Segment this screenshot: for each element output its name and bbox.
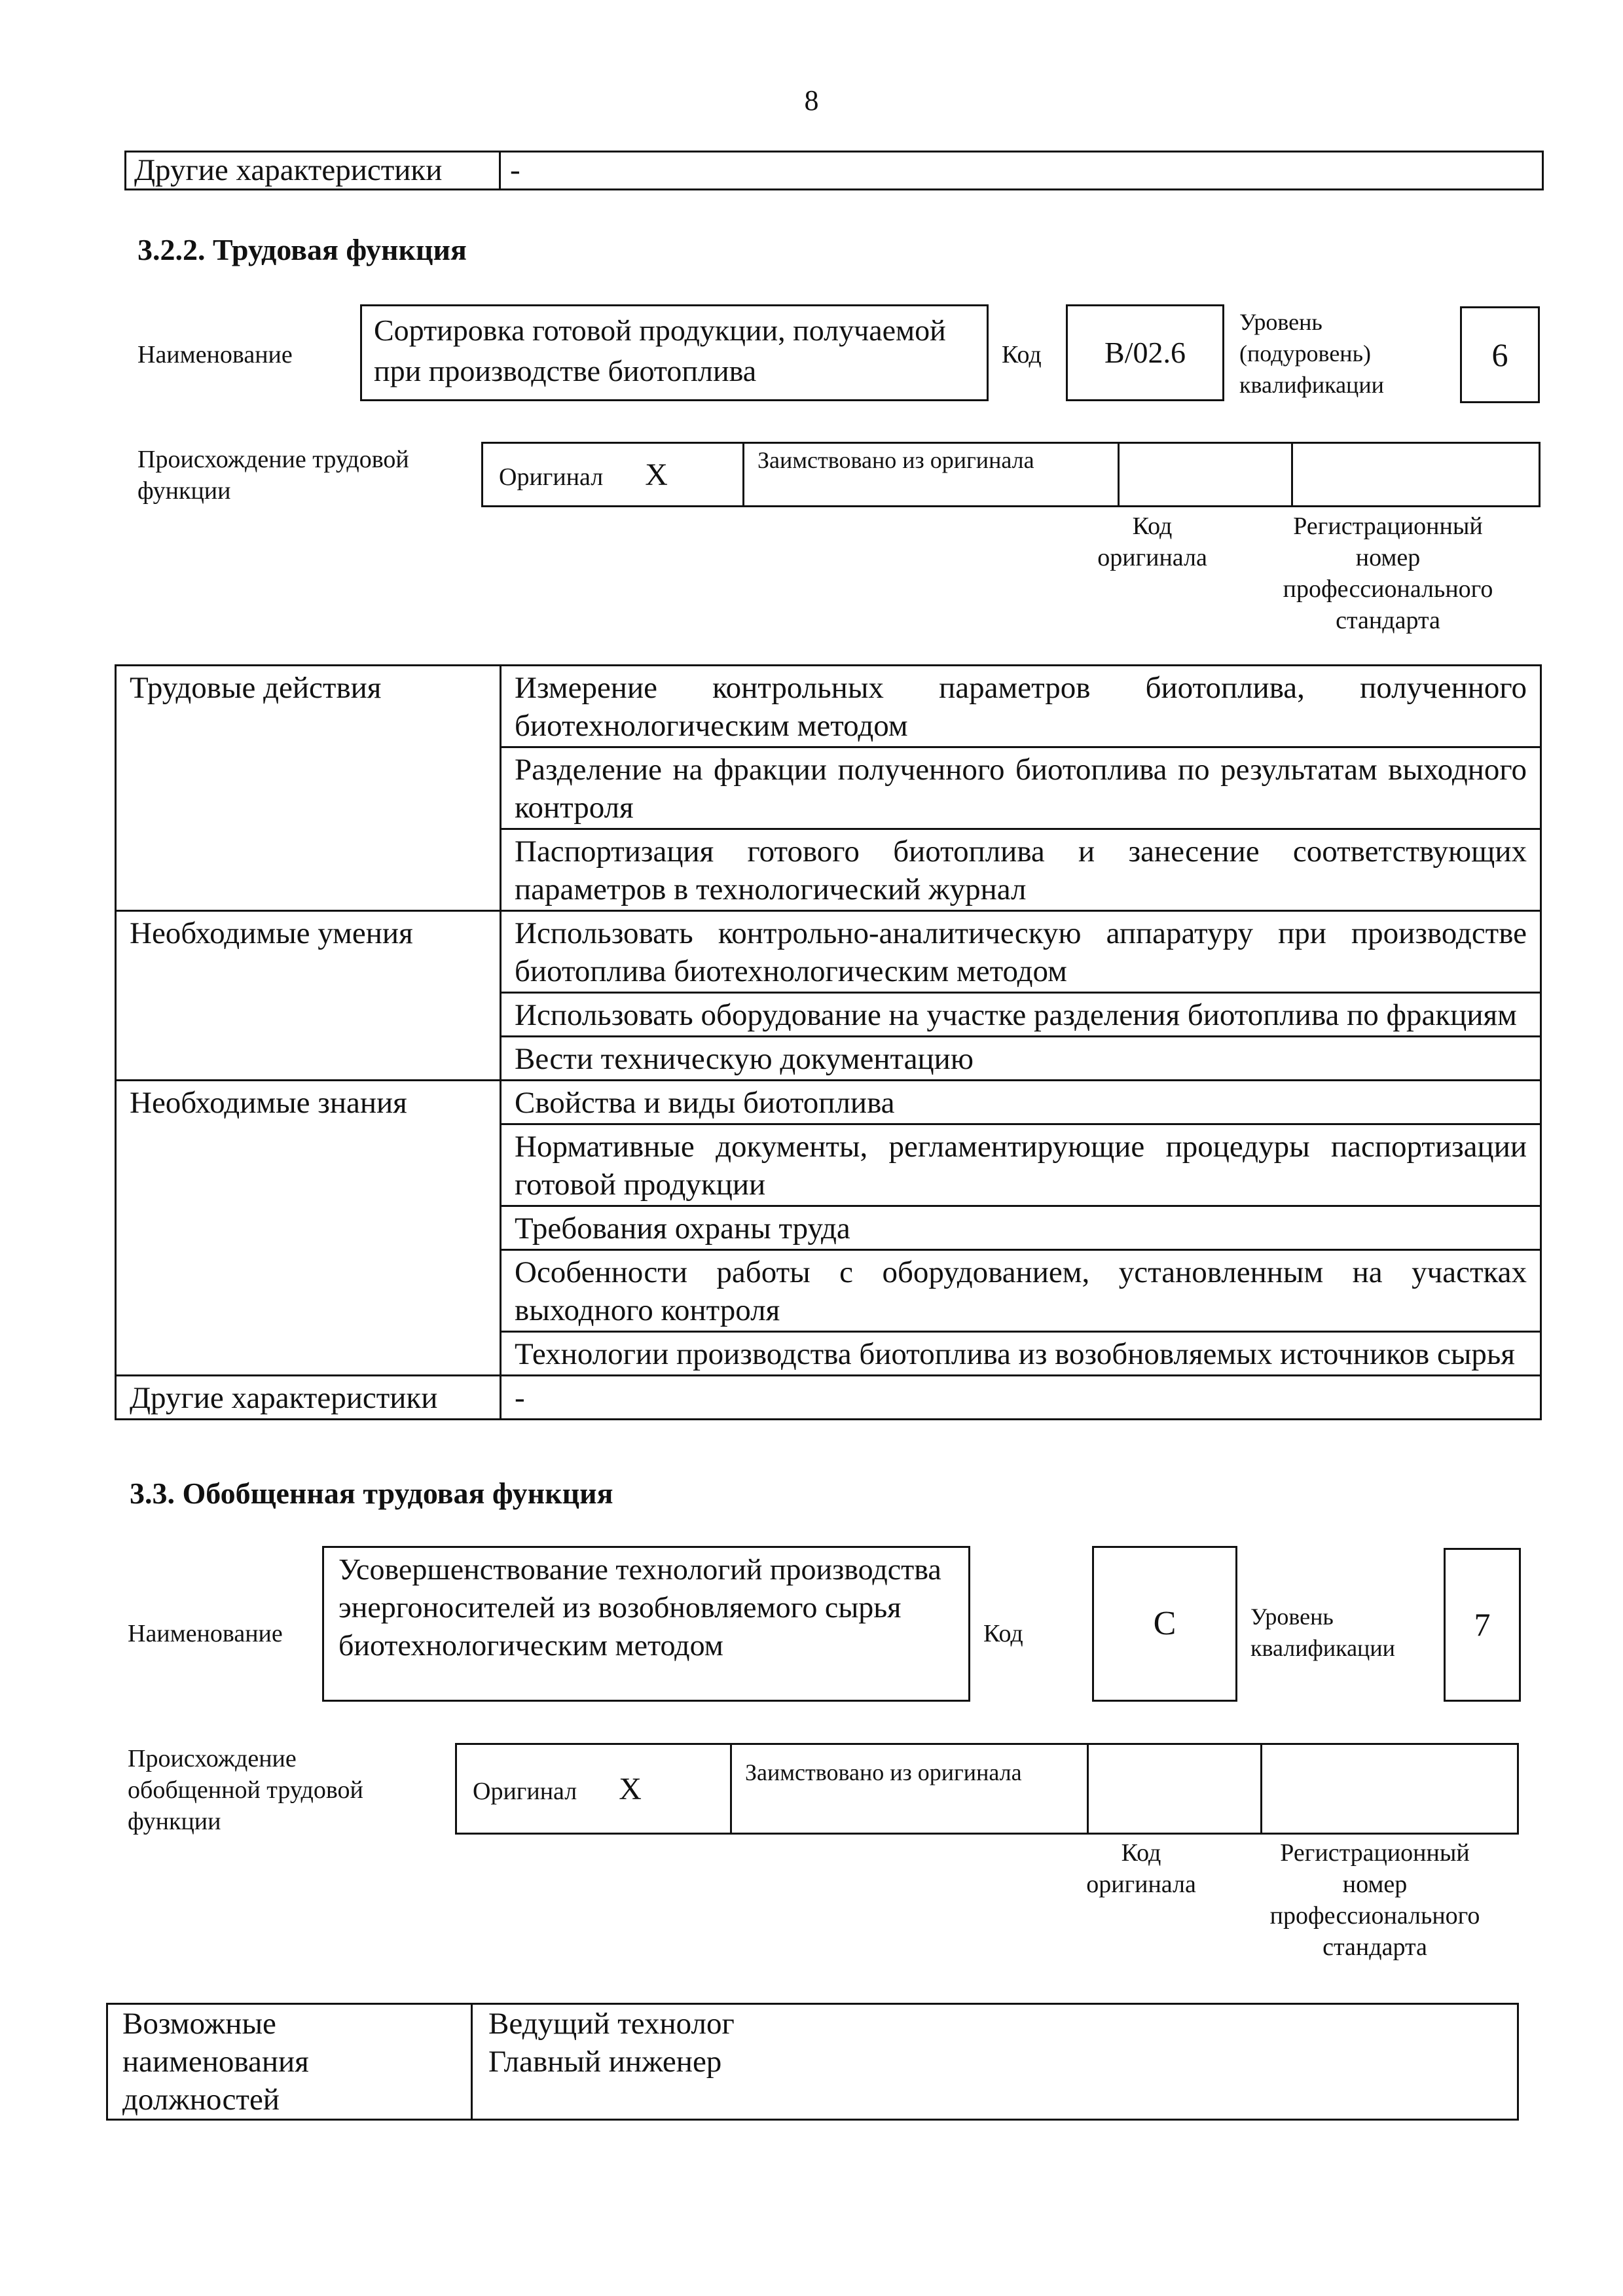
labor-function-table-322	[115, 664, 1542, 1420]
knowledge-item: Особенности работы с оборудованием, установленным на участках выходного контроля	[501, 1250, 1541, 1332]
code-value-322: B/02.6	[1066, 304, 1224, 401]
original-mark-33: X	[619, 1771, 642, 1806]
level-value-322: 6	[1460, 306, 1540, 403]
knowledge-label: Необходимые знания	[116, 1081, 501, 1376]
reg-number-caption-33: Регистрационный номер профессионального стандарта	[1269, 1839, 1480, 1961]
other-characteristics-table-top	[124, 151, 1544, 190]
code-original-cell-33	[1088, 1744, 1262, 1834]
level-label-33: Уровень квалификации	[1250, 1604, 1395, 1661]
name-label-33: Наименование	[128, 1620, 283, 1647]
code-label-322: Код	[1002, 341, 1042, 368]
other-characteristics-label: Другие характеристики	[116, 1376, 501, 1420]
reg-number-cell-33	[1262, 1744, 1518, 1834]
original-label-33: Оригинал	[473, 1777, 577, 1805]
positions-label: Возможные наименования должностей	[107, 2004, 472, 2120]
origin-label-33: Происхождение обобщенной трудовой функции	[128, 1745, 363, 1835]
reg-number-cell-322	[1292, 443, 1540, 507]
code-original-caption-33: Код оригинала	[1086, 1839, 1196, 1898]
knowledge-item: Свойства и виды биотоплива	[501, 1081, 1541, 1124]
original-label-322: Оригинал	[499, 463, 604, 491]
name-value-33: Усовершенствование технологий производства энергоносителей из возобновляемого сырья биотехнологическим методом	[322, 1546, 970, 1702]
page-number: 8	[804, 84, 819, 117]
name-label-322: Наименование	[137, 341, 293, 368]
level-value-33: 7	[1444, 1548, 1521, 1702]
code-original-cell-322	[1119, 443, 1292, 507]
other-characteristics-value: -	[500, 152, 1543, 190]
other-characteristics-value: -	[501, 1376, 1541, 1420]
level-label-322: Уровень (подуровень) квалификации	[1239, 309, 1384, 398]
position-item: Ведущий технолог	[488, 2007, 735, 2041]
skill-item: Вести техническую документацию	[501, 1037, 1541, 1081]
skill-item: Использовать контрольно-аналитическую аппаратуру при производстве биотоплива биотехнологическим методом	[501, 911, 1541, 993]
origin-table-322	[481, 442, 1541, 507]
code-label-33: Код	[983, 1620, 1023, 1647]
position-item: Главный инженер	[488, 2045, 722, 2079]
original-mark-322: X	[645, 457, 668, 492]
origin-original-cell-322	[483, 443, 744, 507]
labor-action-item: Паспортизация готового биотоплива и занесение соответствующих параметров в технологический журнал	[501, 829, 1541, 911]
name-value-322: Сортировка готовой продукции, получаемой при производстве биотоплива	[360, 304, 989, 401]
labor-action-item: Измерение контрольных параметров биотоплива, полученного биотехнологическим методом	[501, 666, 1541, 747]
origin-original-cell-33	[456, 1744, 731, 1834]
borrowed-label-322: Заимствовано из оригинала	[744, 443, 1119, 507]
knowledge-item: Нормативные документы, регламентирующие процедуры паспортизации готовой продукции	[501, 1124, 1541, 1206]
code-value-33: C	[1092, 1546, 1237, 1702]
positions-table-33	[106, 2003, 1519, 2121]
labor-action-item: Разделение на фракции полученного биотоплива по результатам выходного контроля	[501, 747, 1541, 829]
section-title-33: 3.3. Обобщенная трудовая функция	[130, 1477, 613, 1510]
skills-label: Необходимые умения	[116, 911, 501, 1081]
knowledge-item: Требования охраны труда	[501, 1206, 1541, 1250]
origin-label-322: Происхождение трудовой функции	[137, 446, 409, 505]
borrowed-label-33: Заимствовано из оригинала	[731, 1744, 1088, 1834]
other-characteristics-label: Другие характеристики	[126, 152, 500, 190]
labor-actions-label: Трудовые действия	[116, 666, 501, 911]
positions-list	[472, 2004, 1518, 2120]
knowledge-item: Технологии производства биотоплива из возобновляемых источников сырья	[501, 1332, 1541, 1376]
reg-number-caption-322: Регистрационный номер профессионального стандарта	[1283, 512, 1493, 634]
code-original-caption-322: Код оригинала	[1097, 512, 1207, 571]
origin-table-33	[455, 1743, 1519, 1835]
skill-item: Использовать оборудование на участке разделения биотоплива по фракциям	[501, 993, 1541, 1037]
section-title-322: 3.2.2. Трудовая функция	[137, 233, 467, 266]
